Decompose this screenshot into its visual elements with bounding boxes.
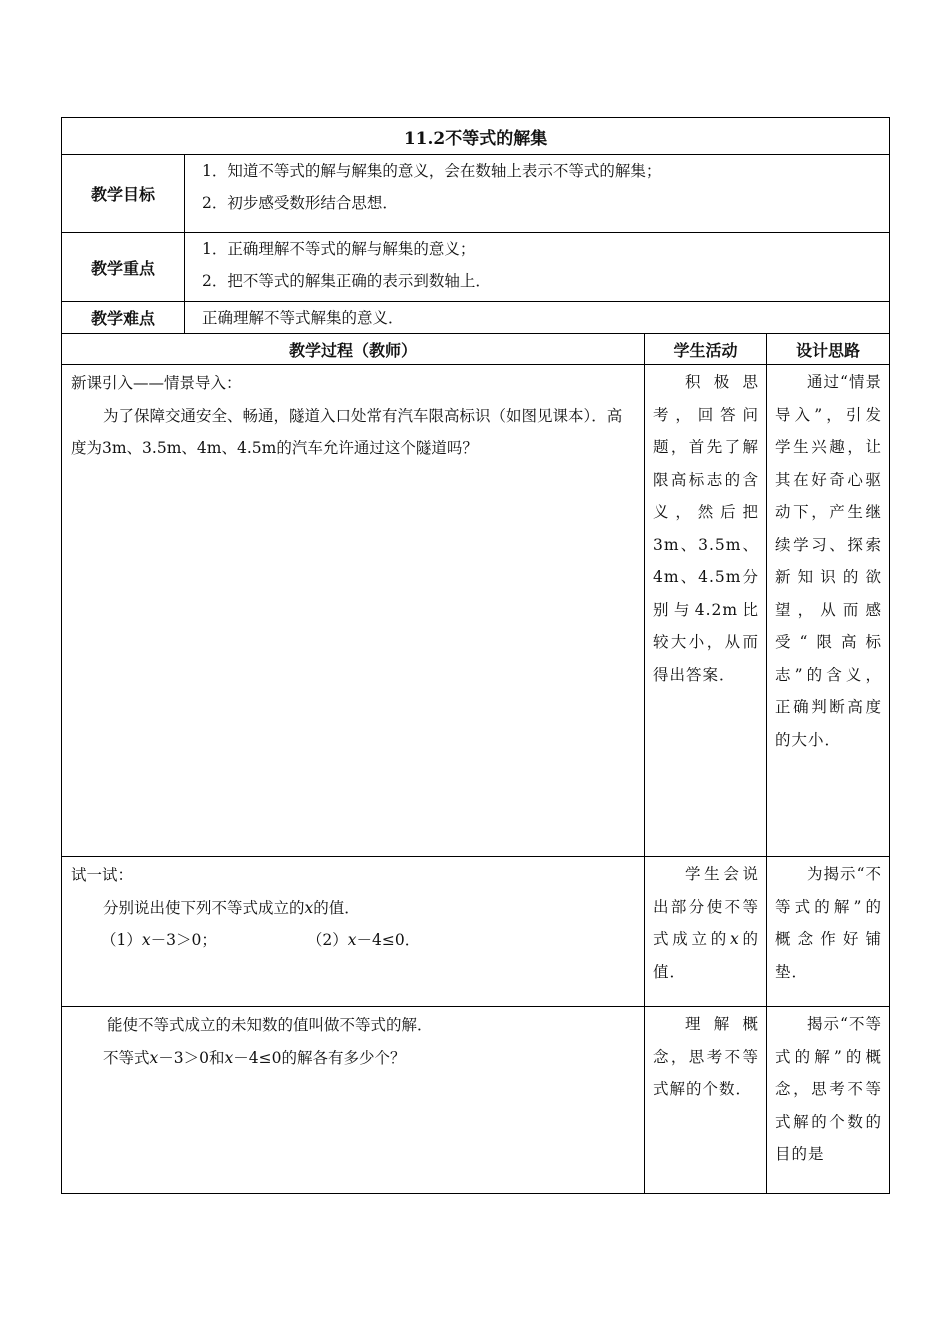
difficulty-content xyxy=(185,302,890,334)
try-student-text xyxy=(653,858,759,988)
intro-student-text: 积极思考，回答问题，首先了解限高标志的含义，然后把3m、3.5m、4m、4.5m分别与4.2m比较大小，从而得出答案． xyxy=(653,373,759,684)
lesson-plan-sheet xyxy=(61,117,889,1194)
try-items xyxy=(71,924,636,957)
goal-item: 2．初步感受数形结合思想． xyxy=(202,194,398,212)
design-header: 设计思路 xyxy=(767,334,890,365)
variable-x: x xyxy=(729,930,740,948)
difficulty-text: 正确理解不等式解集的意义． xyxy=(202,308,404,327)
item-2-expr: －4≤0． xyxy=(356,931,421,949)
focus-content xyxy=(185,233,890,302)
intro-design-text: 通过“情景导入”，引发学生兴趣，让其在好奇心驱动下，产生继续学习、探索新知识的欲望，从而感受“限高标志”的含义，正确判断高度的大小． xyxy=(775,373,883,749)
focus-label: 教学重点 xyxy=(62,233,185,302)
intro-heading: 新课引入——情景导入： xyxy=(71,374,242,392)
focus-item: 2．把不等式的解集正确的表示到数轴上． xyxy=(202,272,491,290)
intro-student-cell xyxy=(645,365,767,857)
concept-student-text: 理解概念，思考不等式解的个数． xyxy=(653,1015,759,1098)
concept-process-cell xyxy=(62,1007,645,1194)
item-1-label: （1） xyxy=(101,931,142,949)
concept-student-cell xyxy=(645,1007,767,1194)
goal-item: 1．知道不等式的解与解集的意义，会在数轴上表示不等式的解集； xyxy=(202,162,662,180)
goals-content xyxy=(185,155,890,233)
intro-paragraph: 为了保障交通安全、畅通，隧道入口处常有汽车限高标识（如图见课本）．高度为3m、3.5m、4m、4.5m的汽车允许通过这个隧道吗？ xyxy=(71,406,623,457)
try-prompt xyxy=(71,892,636,925)
item-2-label: （2） xyxy=(306,931,348,949)
item-1-expr: －3＞0； xyxy=(150,931,217,949)
difficulty-label: 教学难点 xyxy=(62,302,185,334)
try-design-cell xyxy=(767,857,890,1007)
try-student-part: 的值． xyxy=(653,930,759,981)
intro-process-cell xyxy=(62,365,645,857)
question-text: 不等式 xyxy=(103,1048,150,1067)
intro-design-cell xyxy=(767,365,890,857)
variable-x: x xyxy=(347,931,357,949)
try-student-part: 学生会说出部分使不等式成立的 xyxy=(653,865,759,948)
try-student-cell xyxy=(645,857,767,1007)
variable-x: x xyxy=(149,1048,159,1067)
concept-design-cell xyxy=(767,1007,890,1194)
try-process-cell xyxy=(62,857,645,1007)
concept-definition: 能使不等式成立的未知数的值叫做不等式的解． xyxy=(107,1016,433,1034)
variable-x: x xyxy=(141,931,151,949)
variable-x: x xyxy=(304,898,314,917)
concept-design-text: 揭示“不等式的解”的概念，思考不等式解的个数的目的是 xyxy=(775,1015,883,1163)
concept-question xyxy=(71,1042,636,1075)
lesson-plan-table xyxy=(61,117,890,1194)
goals-label: 教学目标 xyxy=(62,155,185,233)
process-header: 教学过程（教师） xyxy=(62,334,645,365)
question-expr-2: －4≤0的解各有多少个？ xyxy=(233,1048,406,1067)
question-expr-1: －3＞0和 xyxy=(158,1048,225,1067)
student-header: 学生活动 xyxy=(645,334,767,365)
lesson-title: 11.2不等式的解集 xyxy=(62,118,890,155)
focus-item: 1．正确理解不等式的解与解集的意义； xyxy=(202,240,476,258)
try-prompt-text: 分别说出使下列不等式成立的 xyxy=(103,898,305,917)
variable-x: x xyxy=(224,1048,234,1067)
try-design-text: 为揭示“不等式的解”的概念作好铺垫． xyxy=(775,865,883,981)
try-prompt-text: 的值． xyxy=(313,898,360,917)
try-heading: 试一试： xyxy=(71,866,134,884)
